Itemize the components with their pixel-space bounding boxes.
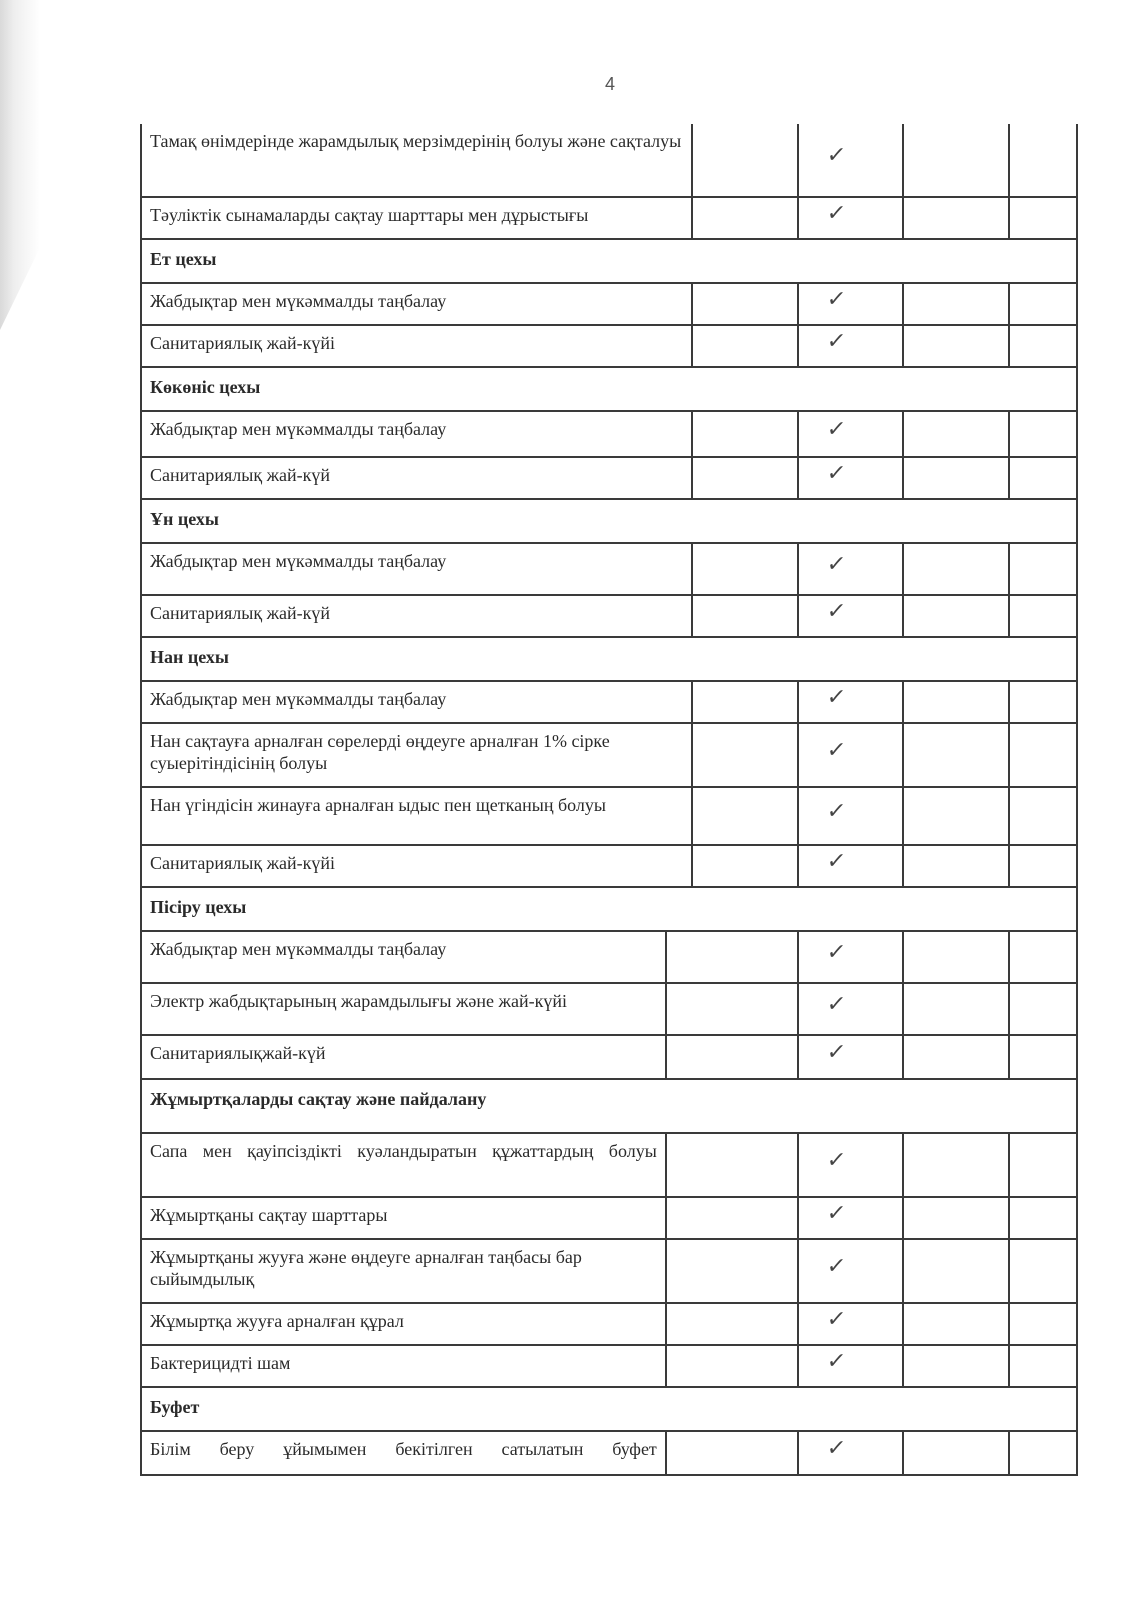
checklist-cell-4 bbox=[1010, 682, 1076, 722]
checklist-row bbox=[140, 1346, 1078, 1388]
checklist-cell-1 bbox=[667, 984, 799, 1034]
criterion-text: Санитариялық жай-күй bbox=[142, 458, 693, 498]
criterion-text: Санитариялық жай-күйі bbox=[142, 326, 693, 366]
criterion-text: Сапа мен қауіпсіздікті куәландыратын құжаттардың болуы bbox=[142, 1134, 667, 1196]
criterion-text: Санитариялықжай-күй bbox=[142, 1036, 667, 1078]
checklist-cell-2 bbox=[799, 412, 905, 456]
checklist-row bbox=[140, 1304, 1078, 1346]
checklist-cell-4 bbox=[1010, 544, 1076, 594]
criterion-text: Тамақ өнімдерінде жарамдылық мерзімдерінің болуы және сақталуы bbox=[142, 124, 693, 196]
handwritten-check-mark-icon: ✓ bbox=[824, 552, 847, 577]
criterion-text: Санитариялық жай-күйі bbox=[142, 846, 693, 886]
checklist-cell-3 bbox=[904, 1240, 1010, 1302]
checklist-cell-4 bbox=[1010, 1346, 1076, 1386]
checklist-cell-1 bbox=[693, 124, 799, 196]
criterion-text: Жабдықтар мен мүкәммалды таңбалау bbox=[142, 412, 693, 456]
checklist-row bbox=[140, 198, 1078, 240]
checklist-row bbox=[140, 124, 1078, 198]
checklist-row bbox=[140, 412, 1078, 458]
checklist-cell-1 bbox=[667, 1134, 799, 1196]
criterion-text: Жабдықтар мен мүкәммалды таңбалау bbox=[142, 284, 693, 324]
checklist-cell-3 bbox=[904, 326, 1010, 366]
criterion-text: Нан үгіндісін жинауға арналған ыдыс пен щетканың болуы bbox=[142, 788, 693, 844]
checklist-cell-4 bbox=[1010, 198, 1076, 238]
checklist-cell-1 bbox=[693, 788, 799, 844]
handwritten-check-mark-icon: ✓ bbox=[824, 461, 847, 486]
handwritten-check-mark-icon: ✓ bbox=[824, 417, 847, 442]
checklist-cell-3 bbox=[904, 1346, 1010, 1386]
criterion-text: Жабдықтар мен мүкәммалды таңбалау bbox=[142, 544, 693, 594]
checklist-cell-4 bbox=[1010, 1134, 1076, 1196]
checklist-cell-3 bbox=[904, 1036, 1010, 1078]
checklist-cell-1 bbox=[693, 458, 799, 498]
checklist-row bbox=[140, 596, 1078, 638]
checklist-cell-1 bbox=[693, 284, 799, 324]
checklist-cell-2 bbox=[799, 596, 905, 636]
checklist-cell-1 bbox=[667, 1036, 799, 1078]
section-header-row bbox=[140, 500, 1078, 544]
handwritten-check-mark-icon: ✓ bbox=[824, 799, 847, 824]
criterion-text: Бактерицидті шам bbox=[142, 1346, 667, 1386]
criterion-text: Білім беру ұйымымен бекітілген сатылатын буфет bbox=[142, 1432, 667, 1474]
checklist-cell-4 bbox=[1010, 1198, 1076, 1238]
checklist-cell-2 bbox=[799, 682, 905, 722]
checklist-row bbox=[140, 932, 1078, 984]
checklist-cell-2 bbox=[799, 932, 905, 982]
section-title: Жұмыртқаларды сақтау және пайдалану bbox=[150, 1089, 487, 1109]
checklist-cell-4 bbox=[1010, 124, 1076, 196]
checklist-cell-3 bbox=[904, 846, 1010, 886]
checklist-cell-4 bbox=[1010, 596, 1076, 636]
checklist-row bbox=[140, 1432, 1078, 1476]
checklist-row bbox=[140, 458, 1078, 500]
checklist-cell-3 bbox=[904, 124, 1010, 196]
checklist-cell-4 bbox=[1010, 1240, 1076, 1302]
handwritten-check-mark-icon: ✓ bbox=[824, 1349, 847, 1374]
checklist-cell-1 bbox=[693, 326, 799, 366]
checklist-cell-1 bbox=[693, 724, 799, 786]
checklist-cell-4 bbox=[1010, 846, 1076, 886]
section-header-row bbox=[140, 1388, 1078, 1432]
checklist-cell-4 bbox=[1010, 788, 1076, 844]
criterion-text: Жұмыртқаны сақтау шарттары bbox=[142, 1198, 667, 1238]
handwritten-check-mark-icon: ✓ bbox=[824, 599, 847, 624]
checklist-cell-2 bbox=[799, 1304, 905, 1344]
section-title: Көкөніс цехы bbox=[150, 377, 261, 397]
handwritten-check-mark-icon: ✓ bbox=[824, 940, 847, 965]
checklist-row bbox=[140, 1134, 1078, 1198]
checklist-cell-1 bbox=[693, 412, 799, 456]
criterion-text: Санитариялық жай-күй bbox=[142, 596, 693, 636]
checklist-cell-1 bbox=[667, 1346, 799, 1386]
checklist-cell-4 bbox=[1010, 1036, 1076, 1078]
checklist-cell-3 bbox=[904, 544, 1010, 594]
handwritten-check-mark-icon: ✓ bbox=[824, 992, 847, 1017]
checklist-row bbox=[140, 284, 1078, 326]
checklist-cell-3 bbox=[904, 458, 1010, 498]
section-title: Ұн цехы bbox=[150, 509, 219, 529]
checklist-cell-1 bbox=[693, 682, 799, 722]
handwritten-check-mark-icon: ✓ bbox=[824, 738, 847, 763]
checklist-cell-2 bbox=[799, 1432, 905, 1474]
checklist-cell-2 bbox=[799, 544, 905, 594]
section-title: Буфет bbox=[150, 1397, 200, 1417]
page-number: 4 bbox=[604, 74, 615, 94]
checklist-cell-1 bbox=[693, 198, 799, 238]
checklist-cell-3 bbox=[904, 284, 1010, 324]
checklist-cell-3 bbox=[904, 1432, 1010, 1474]
section-header-row bbox=[140, 1080, 1078, 1134]
checklist-cell-2 bbox=[799, 788, 905, 844]
criterion-text: Электр жабдықтарының жарамдылығы және жай-күйі bbox=[142, 984, 667, 1034]
checklist-cell-2 bbox=[799, 1036, 905, 1078]
checklist-cell-2 bbox=[799, 458, 905, 498]
checklist-cell-3 bbox=[904, 1304, 1010, 1344]
checklist-cell-1 bbox=[693, 846, 799, 886]
checklist-row bbox=[140, 788, 1078, 846]
checklist-cell-4 bbox=[1010, 458, 1076, 498]
handwritten-check-mark-icon: ✓ bbox=[824, 1436, 847, 1461]
checklist-cell-2 bbox=[799, 724, 905, 786]
checklist-cell-4 bbox=[1010, 984, 1076, 1034]
checklist-cell-2 bbox=[799, 984, 905, 1034]
handwritten-check-mark-icon: ✓ bbox=[824, 1307, 847, 1332]
checklist-cell-1 bbox=[667, 1198, 799, 1238]
checklist-cell-3 bbox=[904, 596, 1010, 636]
criterion-text: Тәуліктік сынамаларды сақтау шарттары мен дұрыстығы bbox=[142, 198, 693, 238]
checklist-cell-1 bbox=[693, 544, 799, 594]
checklist-cell-1 bbox=[667, 932, 799, 982]
checklist-cell-4 bbox=[1010, 932, 1076, 982]
handwritten-check-mark-icon: ✓ bbox=[824, 1254, 847, 1279]
section-header-row bbox=[140, 240, 1078, 284]
checklist-cell-1 bbox=[667, 1304, 799, 1344]
checklist-cell-1 bbox=[667, 1240, 799, 1302]
checklist-row bbox=[140, 984, 1078, 1036]
handwritten-check-mark-icon: ✓ bbox=[824, 201, 847, 226]
checklist-cell-2 bbox=[799, 1198, 905, 1238]
checklist-cell-4 bbox=[1010, 412, 1076, 456]
section-title: Пісіру цехы bbox=[150, 897, 247, 917]
checklist-cell-3 bbox=[904, 788, 1010, 844]
handwritten-check-mark-icon: ✓ bbox=[824, 1040, 847, 1065]
checklist-cell-3 bbox=[904, 1134, 1010, 1196]
checklist-cell-1 bbox=[667, 1432, 799, 1474]
checklist-cell-3 bbox=[904, 984, 1010, 1034]
section-title: Ет цехы bbox=[150, 249, 217, 269]
criterion-text: Нан сақтауға арналған сөрелерді өңдеуге арналған 1% сірке суыерітіндісінің болуы bbox=[142, 724, 693, 786]
checklist-cell-3 bbox=[904, 412, 1010, 456]
checklist-cell-4 bbox=[1010, 1304, 1076, 1344]
handwritten-check-mark-icon: ✓ bbox=[824, 1148, 847, 1173]
handwritten-check-mark-icon: ✓ bbox=[824, 287, 847, 312]
checklist-cell-2 bbox=[799, 326, 905, 366]
checklist-cell-3 bbox=[904, 1198, 1010, 1238]
checklist-cell-4 bbox=[1010, 724, 1076, 786]
checklist-cell-2 bbox=[799, 124, 905, 196]
checklist-cell-2 bbox=[799, 1346, 905, 1386]
section-header-row bbox=[140, 638, 1078, 682]
checklist-cell-2 bbox=[799, 198, 905, 238]
checklist-cell-2 bbox=[799, 1240, 905, 1302]
checklist-row bbox=[140, 1198, 1078, 1240]
criterion-text: Жұмыртқа жууға арналған құрал bbox=[142, 1304, 667, 1344]
checklist-cell-3 bbox=[904, 932, 1010, 982]
handwritten-check-mark-icon: ✓ bbox=[824, 329, 847, 354]
handwritten-check-mark-icon: ✓ bbox=[824, 685, 847, 710]
checklist-row bbox=[140, 1036, 1078, 1080]
section-title: Нан цехы bbox=[150, 647, 229, 667]
checklist-cell-4 bbox=[1010, 326, 1076, 366]
handwritten-check-mark-icon: ✓ bbox=[824, 849, 847, 874]
checklist-row bbox=[140, 326, 1078, 368]
checklist-cell-2 bbox=[799, 846, 905, 886]
checklist-row bbox=[140, 724, 1078, 788]
section-header-row bbox=[140, 368, 1078, 412]
checklist-cell-3 bbox=[904, 682, 1010, 722]
handwritten-check-mark-icon: ✓ bbox=[824, 143, 847, 168]
criterion-text: Жұмыртқаны жууға және өңдеуге арналған таңбасы бар сыйымдылық bbox=[142, 1240, 667, 1302]
checklist-cell-3 bbox=[904, 198, 1010, 238]
checklist-row bbox=[140, 682, 1078, 724]
inspection-checklist-table bbox=[140, 124, 1078, 1476]
checklist-cell-1 bbox=[693, 596, 799, 636]
checklist-cell-3 bbox=[904, 724, 1010, 786]
handwritten-check-mark-icon: ✓ bbox=[824, 1201, 847, 1226]
checklist-row bbox=[140, 846, 1078, 888]
checklist-cell-2 bbox=[799, 1134, 905, 1196]
checklist-cell-4 bbox=[1010, 284, 1076, 324]
criterion-text: Жабдықтар мен мүкәммалды таңбалау bbox=[142, 932, 667, 982]
criterion-text: Жабдықтар мен мүкәммалды таңбалау bbox=[142, 682, 693, 722]
checklist-row bbox=[140, 1240, 1078, 1304]
section-header-row bbox=[140, 888, 1078, 932]
checklist-row bbox=[140, 544, 1078, 596]
checklist-cell-2 bbox=[799, 284, 905, 324]
checklist-cell-4 bbox=[1010, 1432, 1076, 1474]
